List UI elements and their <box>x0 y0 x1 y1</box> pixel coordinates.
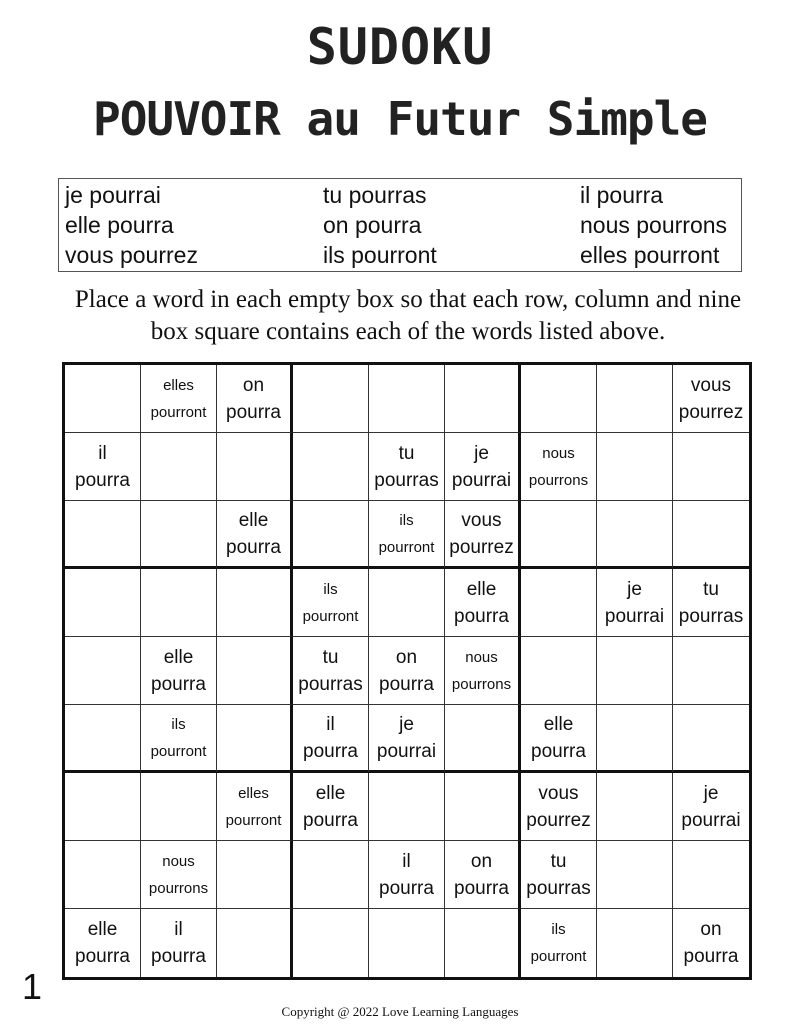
cell-pronoun: il <box>402 850 411 872</box>
sudoku-cell-empty[interactable] <box>65 501 141 569</box>
sudoku-cell-empty[interactable] <box>597 501 673 569</box>
sudoku-cell-given <box>141 705 217 773</box>
worksheet-title: SUDOKU <box>306 18 494 76</box>
copyright: Copyright @ 2022 Love Learning Languages <box>281 1004 519 1019</box>
cell-verb: pourrez <box>678 401 744 423</box>
cell-pronoun: ils <box>551 921 566 938</box>
cell-verb: pourront <box>150 403 207 421</box>
cell-pronoun: vous <box>690 374 732 396</box>
sudoku-cell-given <box>521 841 597 909</box>
sudoku-cell-given <box>369 433 445 501</box>
sudoku-cell-empty[interactable] <box>597 773 673 841</box>
cell-pronoun: ils <box>171 715 186 733</box>
sudoku-cell-empty[interactable] <box>445 705 521 773</box>
cell-verb: pourront <box>302 607 359 625</box>
instructions-line: box square contains each of the words listed above. <box>150 318 666 345</box>
sudoku-cell-empty[interactable] <box>65 569 141 637</box>
sudoku-cell-empty[interactable] <box>141 569 217 637</box>
sudoku-cell-empty[interactable] <box>521 569 597 637</box>
cell-pronoun: on <box>470 850 493 872</box>
sudoku-cell-given <box>141 909 217 977</box>
sudoku-cell-empty[interactable] <box>369 773 445 841</box>
cell-pronoun: il <box>98 442 107 464</box>
sudoku-cell-empty[interactable] <box>217 433 293 501</box>
cell-pronoun: elle <box>315 782 346 804</box>
cell-pronoun: elle <box>163 646 194 668</box>
sudoku-cell-empty[interactable] <box>369 365 445 433</box>
sudoku-cell-empty[interactable] <box>65 773 141 841</box>
sudoku-cell-empty[interactable] <box>293 365 369 433</box>
sudoku-cell-empty[interactable] <box>65 841 141 909</box>
cell-verb: pourra <box>454 877 509 899</box>
sudoku-cell-empty[interactable] <box>217 637 293 705</box>
cell-verb: pourra <box>303 809 358 831</box>
word-bank-item: elle pourra <box>65 212 174 238</box>
sudoku-cell-empty[interactable] <box>597 365 673 433</box>
cell-pronoun: tu <box>703 578 719 600</box>
cell-pronoun: je <box>474 442 489 464</box>
cell-verb: pourrai <box>604 605 665 627</box>
sudoku-cell-empty[interactable] <box>673 501 749 569</box>
sudoku-cell-empty[interactable] <box>445 773 521 841</box>
sudoku-cell-empty[interactable] <box>597 841 673 909</box>
cell-pronoun: tu <box>398 442 415 464</box>
cell-pronoun: elle <box>238 509 269 531</box>
sudoku-cell-given <box>65 433 141 501</box>
sudoku-cell-empty[interactable] <box>217 909 293 977</box>
sudoku-cell-given <box>445 841 521 909</box>
sudoku-cell-empty[interactable] <box>521 365 597 433</box>
sudoku-cell-empty[interactable] <box>369 569 445 637</box>
sudoku-cell-given <box>293 705 369 773</box>
cell-verb: pourront <box>378 538 435 556</box>
cell-verb: pourras <box>526 877 591 899</box>
sudoku-cell-given <box>293 773 369 841</box>
sudoku-cell-given <box>673 773 749 841</box>
cell-pronoun: il <box>174 919 183 940</box>
sudoku-cell-empty[interactable] <box>597 909 673 977</box>
sudoku-cell-empty[interactable] <box>673 637 749 705</box>
sudoku-cell-given <box>293 569 369 637</box>
page-number: 1 <box>22 966 43 1007</box>
sudoku-cell-empty[interactable] <box>521 637 597 705</box>
sudoku-cell-empty[interactable] <box>597 637 673 705</box>
cell-verb: pourra <box>303 740 358 762</box>
cell-verb: pourra <box>379 877 434 899</box>
cell-pronoun: elle <box>87 919 118 940</box>
worksheet-subtitle: POUVOIR au Futur Simple <box>93 92 707 146</box>
cell-verb: pourrai <box>681 809 741 831</box>
sudoku-cell-given <box>369 501 445 569</box>
cell-pronoun: ils <box>323 580 338 598</box>
cell-pronoun: vous <box>538 782 579 804</box>
sudoku-cell-empty[interactable] <box>293 433 369 501</box>
sudoku-cell-empty[interactable] <box>597 705 673 773</box>
sudoku-cell-given <box>217 501 293 569</box>
sudoku-cell-given <box>65 909 141 977</box>
cell-verb: pourra <box>75 946 130 967</box>
cell-pronoun: tu <box>550 850 567 872</box>
sudoku-cell-given <box>445 501 521 569</box>
word-bank-item: elles pourront <box>580 242 720 268</box>
sudoku-cell-empty[interactable] <box>65 705 141 773</box>
sudoku-cell-empty[interactable] <box>673 841 749 909</box>
sudoku-cell-empty[interactable] <box>293 909 369 977</box>
sudoku-cell-empty[interactable] <box>293 501 369 569</box>
cell-pronoun: nous <box>542 444 575 462</box>
sudoku-cell-given <box>445 569 521 637</box>
sudoku-cell-empty[interactable] <box>141 773 217 841</box>
cell-pronoun: elle <box>543 713 574 735</box>
sudoku-cell-given <box>141 637 217 705</box>
cell-pronoun: on <box>242 374 265 396</box>
sudoku-cell-given <box>521 433 597 501</box>
word-bank-item: on pourra <box>323 212 422 238</box>
sudoku-cell-empty[interactable] <box>673 433 749 501</box>
sudoku-cell-empty[interactable] <box>445 909 521 977</box>
cell-verb: pourras <box>678 605 744 627</box>
word-bank-item: vous pourrez <box>65 242 198 268</box>
cell-verb: pourra <box>454 605 509 627</box>
sudoku-cell-given <box>141 365 217 433</box>
cell-verb: pourra <box>531 740 586 762</box>
cell-verb: pourrez <box>449 536 514 558</box>
cell-verb: pourra <box>379 673 434 695</box>
cell-pronoun: vous <box>461 509 502 531</box>
sudoku-cell-given <box>217 365 293 433</box>
sudoku-cell-empty[interactable] <box>293 841 369 909</box>
sudoku-cell-empty[interactable] <box>369 909 445 977</box>
cell-verb: pourra <box>151 946 206 967</box>
cell-pronoun: nous <box>465 648 498 666</box>
sudoku-cell-empty[interactable] <box>65 365 141 433</box>
sudoku-cell-given <box>673 909 749 977</box>
instructions-line: Place a word in each empty box so that each row, column and nine <box>74 286 742 313</box>
cell-verb: pourra <box>226 536 281 558</box>
sudoku-cell-given <box>369 637 445 705</box>
sudoku-grid <box>62 362 752 980</box>
cell-verb: pourrai <box>376 740 437 762</box>
cell-verb: pourras <box>298 673 363 695</box>
sudoku-cell-empty[interactable] <box>673 705 749 773</box>
cell-verb: pourra <box>151 673 206 695</box>
sudoku-cell-given <box>369 841 445 909</box>
sudoku-cell-empty[interactable] <box>597 433 673 501</box>
cell-pronoun: je <box>399 713 414 735</box>
cell-pronoun: elle <box>466 578 497 600</box>
cell-verb: pourront <box>530 948 587 965</box>
cell-verb: pourrai <box>451 469 512 491</box>
word-bank-item: nous pourrons <box>580 212 728 238</box>
cell-verb: pourrons <box>148 879 209 897</box>
sudoku-cell-given <box>369 705 445 773</box>
cell-pronoun: nous <box>162 852 195 870</box>
sudoku-cell-empty[interactable] <box>521 501 597 569</box>
word-bank <box>58 178 742 272</box>
cell-pronoun: il <box>326 713 335 735</box>
cell-verb: pourront <box>150 742 207 760</box>
instructions <box>0 284 800 348</box>
sudoku-cell-empty[interactable] <box>445 365 521 433</box>
cell-verb: pourra <box>75 469 130 491</box>
sudoku-cell-given <box>293 637 369 705</box>
cell-verb: pourras <box>374 469 439 491</box>
sudoku-cell-empty[interactable] <box>141 501 217 569</box>
cell-pronoun: je <box>627 578 642 600</box>
cell-pronoun: on <box>395 646 418 668</box>
sudoku-cell-empty[interactable] <box>217 841 293 909</box>
word-bank-item: ils pourront <box>323 242 437 268</box>
cell-verb: pourra <box>226 401 281 423</box>
sudoku-cell-given <box>521 909 597 977</box>
sudoku-cell-empty[interactable] <box>217 705 293 773</box>
cell-verb: pourrons <box>451 675 512 693</box>
cell-pronoun: elles <box>163 376 194 394</box>
sudoku-cell-given <box>673 365 749 433</box>
sudoku-cell-given <box>445 433 521 501</box>
sudoku-cell-given <box>673 569 749 637</box>
cell-pronoun: on <box>700 919 722 940</box>
sudoku-cell-empty[interactable] <box>217 569 293 637</box>
sudoku-cell-given <box>141 841 217 909</box>
cell-pronoun: je <box>703 782 719 804</box>
cell-verb: pourrons <box>528 471 589 489</box>
cell-verb: pourra <box>683 946 739 967</box>
cell-pronoun: elles <box>238 784 269 802</box>
word-bank-item: il pourra <box>580 182 664 208</box>
sudoku-cell-given <box>217 773 293 841</box>
sudoku-cell-given <box>521 773 597 841</box>
cell-verb: pourront <box>225 811 282 829</box>
sudoku-cell-given <box>597 569 673 637</box>
word-bank-item: je pourrai <box>65 182 161 208</box>
cell-pronoun: ils <box>399 511 414 529</box>
sudoku-cell-empty[interactable] <box>65 637 141 705</box>
sudoku-cell-empty[interactable] <box>141 433 217 501</box>
cell-pronoun: tu <box>322 646 339 668</box>
cell-verb: pourrez <box>526 809 591 831</box>
sudoku-cell-given <box>521 705 597 773</box>
word-bank-item: tu pourras <box>323 182 427 208</box>
sudoku-cell-given <box>445 637 521 705</box>
